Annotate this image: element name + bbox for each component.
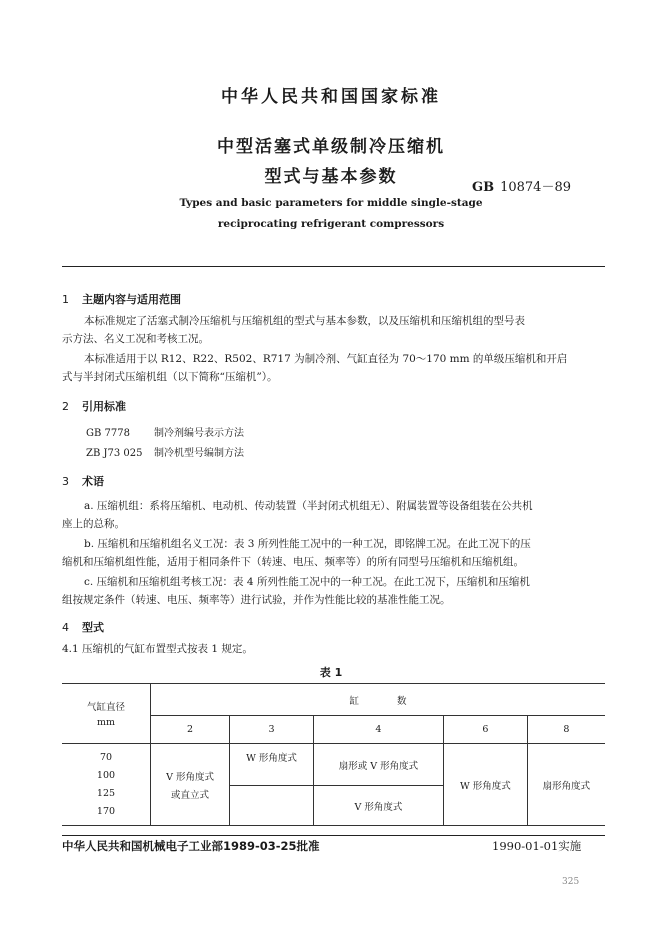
bore-header-label: 气缸直径 xyxy=(86,702,125,713)
term-a-line1: a. 压缩机组：系将压缩机、电动机、传动装置（半封闭式机组无）、附属装置等设备组装在公共机 xyxy=(84,500,533,512)
reference-item xyxy=(86,424,244,439)
paragraph-cont: 示方法、名义工况和考核工况。 xyxy=(62,333,209,345)
cyl-count-8: 8 xyxy=(527,716,605,744)
reference-code: ZB J73 025 xyxy=(86,448,143,459)
approval-info: 中华人民共和国机械电子工业部1989-03-25批准 xyxy=(62,839,320,853)
reference-code: GB 7778 xyxy=(86,428,130,439)
effective-date: 1990-01-01实施 xyxy=(492,839,582,853)
bore-values-cell xyxy=(62,744,151,826)
standard-code: 10874－89 xyxy=(500,180,571,195)
section-2-heading xyxy=(62,398,126,414)
cyl-count-6: 6 xyxy=(443,716,527,744)
section-number: 3 xyxy=(62,475,69,488)
section-3-heading xyxy=(62,473,104,489)
cyl-count-4: 4 xyxy=(313,716,443,744)
bore-value: 70 xyxy=(99,751,113,763)
paragraph xyxy=(62,350,605,369)
term-c-line1: c. 压缩机和压缩机组考核工况：表 4 所列性能工况中的一种工况。在此工况下，压缩机和压缩机 xyxy=(84,576,530,588)
cylinder-arrangement-table xyxy=(62,683,605,826)
paragraph xyxy=(62,312,605,331)
table-title: 表 1 xyxy=(319,666,343,679)
section-title: 术语 xyxy=(82,475,104,488)
cell-text: V 形角度式 xyxy=(166,771,214,783)
document-title-line2: 型式与基本参数 xyxy=(264,167,398,187)
cell-6-cylinders: W 形角度式 xyxy=(443,744,527,826)
header-divider xyxy=(62,266,605,267)
english-title-line1: Types and basic parameters for middle single-stage xyxy=(179,197,483,209)
cylinder-count-header: 缸 数 xyxy=(151,684,606,716)
section-number: 2 xyxy=(62,400,69,413)
english-title-line2: reciprocating refrigerant compressors xyxy=(217,218,445,230)
section-number: 1 xyxy=(62,293,69,306)
cell-4-cylinders-bottom: V 形角度式 xyxy=(313,786,443,826)
page-number: 325 xyxy=(562,877,580,887)
bore-value: 100 xyxy=(96,769,116,781)
term-b-line1: b. 压缩机和压缩机组名义工况：表 3 所列性能工况中的一种工况，即铭牌工况。在此工况下的压 xyxy=(84,538,531,550)
cell-2-cylinders xyxy=(151,744,230,826)
bore-header-unit: mm xyxy=(96,717,116,728)
document-title-line1: 中型活塞式单级制冷压缩机 xyxy=(217,137,445,157)
section-title: 型式 xyxy=(82,621,104,634)
cyl-count-3: 3 xyxy=(230,716,314,744)
bore-header-cell xyxy=(62,684,151,744)
bore-value: 170 xyxy=(96,805,116,817)
term-c-line2: 组按规定条件（转速、电压、频率等）进行试验，并作为性能比较的基准性能工况。 xyxy=(62,594,451,606)
section-number: 4 xyxy=(62,621,69,634)
reference-name: 制冷机型号编制方法 xyxy=(154,448,244,459)
cell-text: 或直立式 xyxy=(171,789,210,801)
cell-3-cylinders: W 形角度式 xyxy=(230,744,314,786)
paragraph-cont: 式与半封闭式压缩机组（以下简称“压缩机”）。 xyxy=(62,371,278,383)
section-title: 引用标准 xyxy=(82,400,126,413)
standard-category: 中华人民共和国国家标准 xyxy=(221,87,441,107)
cell-4-cylinders-top: 扇形或 V 形角度式 xyxy=(313,744,443,786)
cyl-count-2: 2 xyxy=(151,716,230,744)
section-1-heading xyxy=(62,291,181,307)
cell-3-cylinders-empty xyxy=(230,786,314,826)
term-a-line2: 座上的总称。 xyxy=(62,518,125,530)
term-b-line2: 缩机和压缩机组性能，适用于相同条件下（转速、电压、频率等）的所有同型号压缩机和压缩机组。 xyxy=(62,556,524,568)
paragraph-line: 本标准规定了活塞式制冷压缩机与压缩机组的型式与基本参数，以及压缩机和压缩机组的型号表 xyxy=(84,315,525,327)
standard-prefix: GB xyxy=(472,180,495,195)
standard-number xyxy=(472,176,571,195)
paragraph-line: 本标准适用于以 R12、R22、R502、R717 为制冷剂、气缸直径为 70～170 mm 的单级压缩机和开启 xyxy=(84,353,568,365)
reference-name: 制冷剂编号表示方法 xyxy=(154,428,244,439)
reference-item xyxy=(86,444,244,459)
cell-8-cylinders: 扇形角度式 xyxy=(527,744,605,826)
section-title: 主题内容与适用范围 xyxy=(82,293,181,306)
bore-value: 125 xyxy=(96,787,116,799)
section-4-heading xyxy=(62,619,104,635)
clause-4-1: 4.1 压缩机的气缸布置型式按表 1 规定。 xyxy=(62,643,253,655)
footer-divider xyxy=(62,835,605,836)
